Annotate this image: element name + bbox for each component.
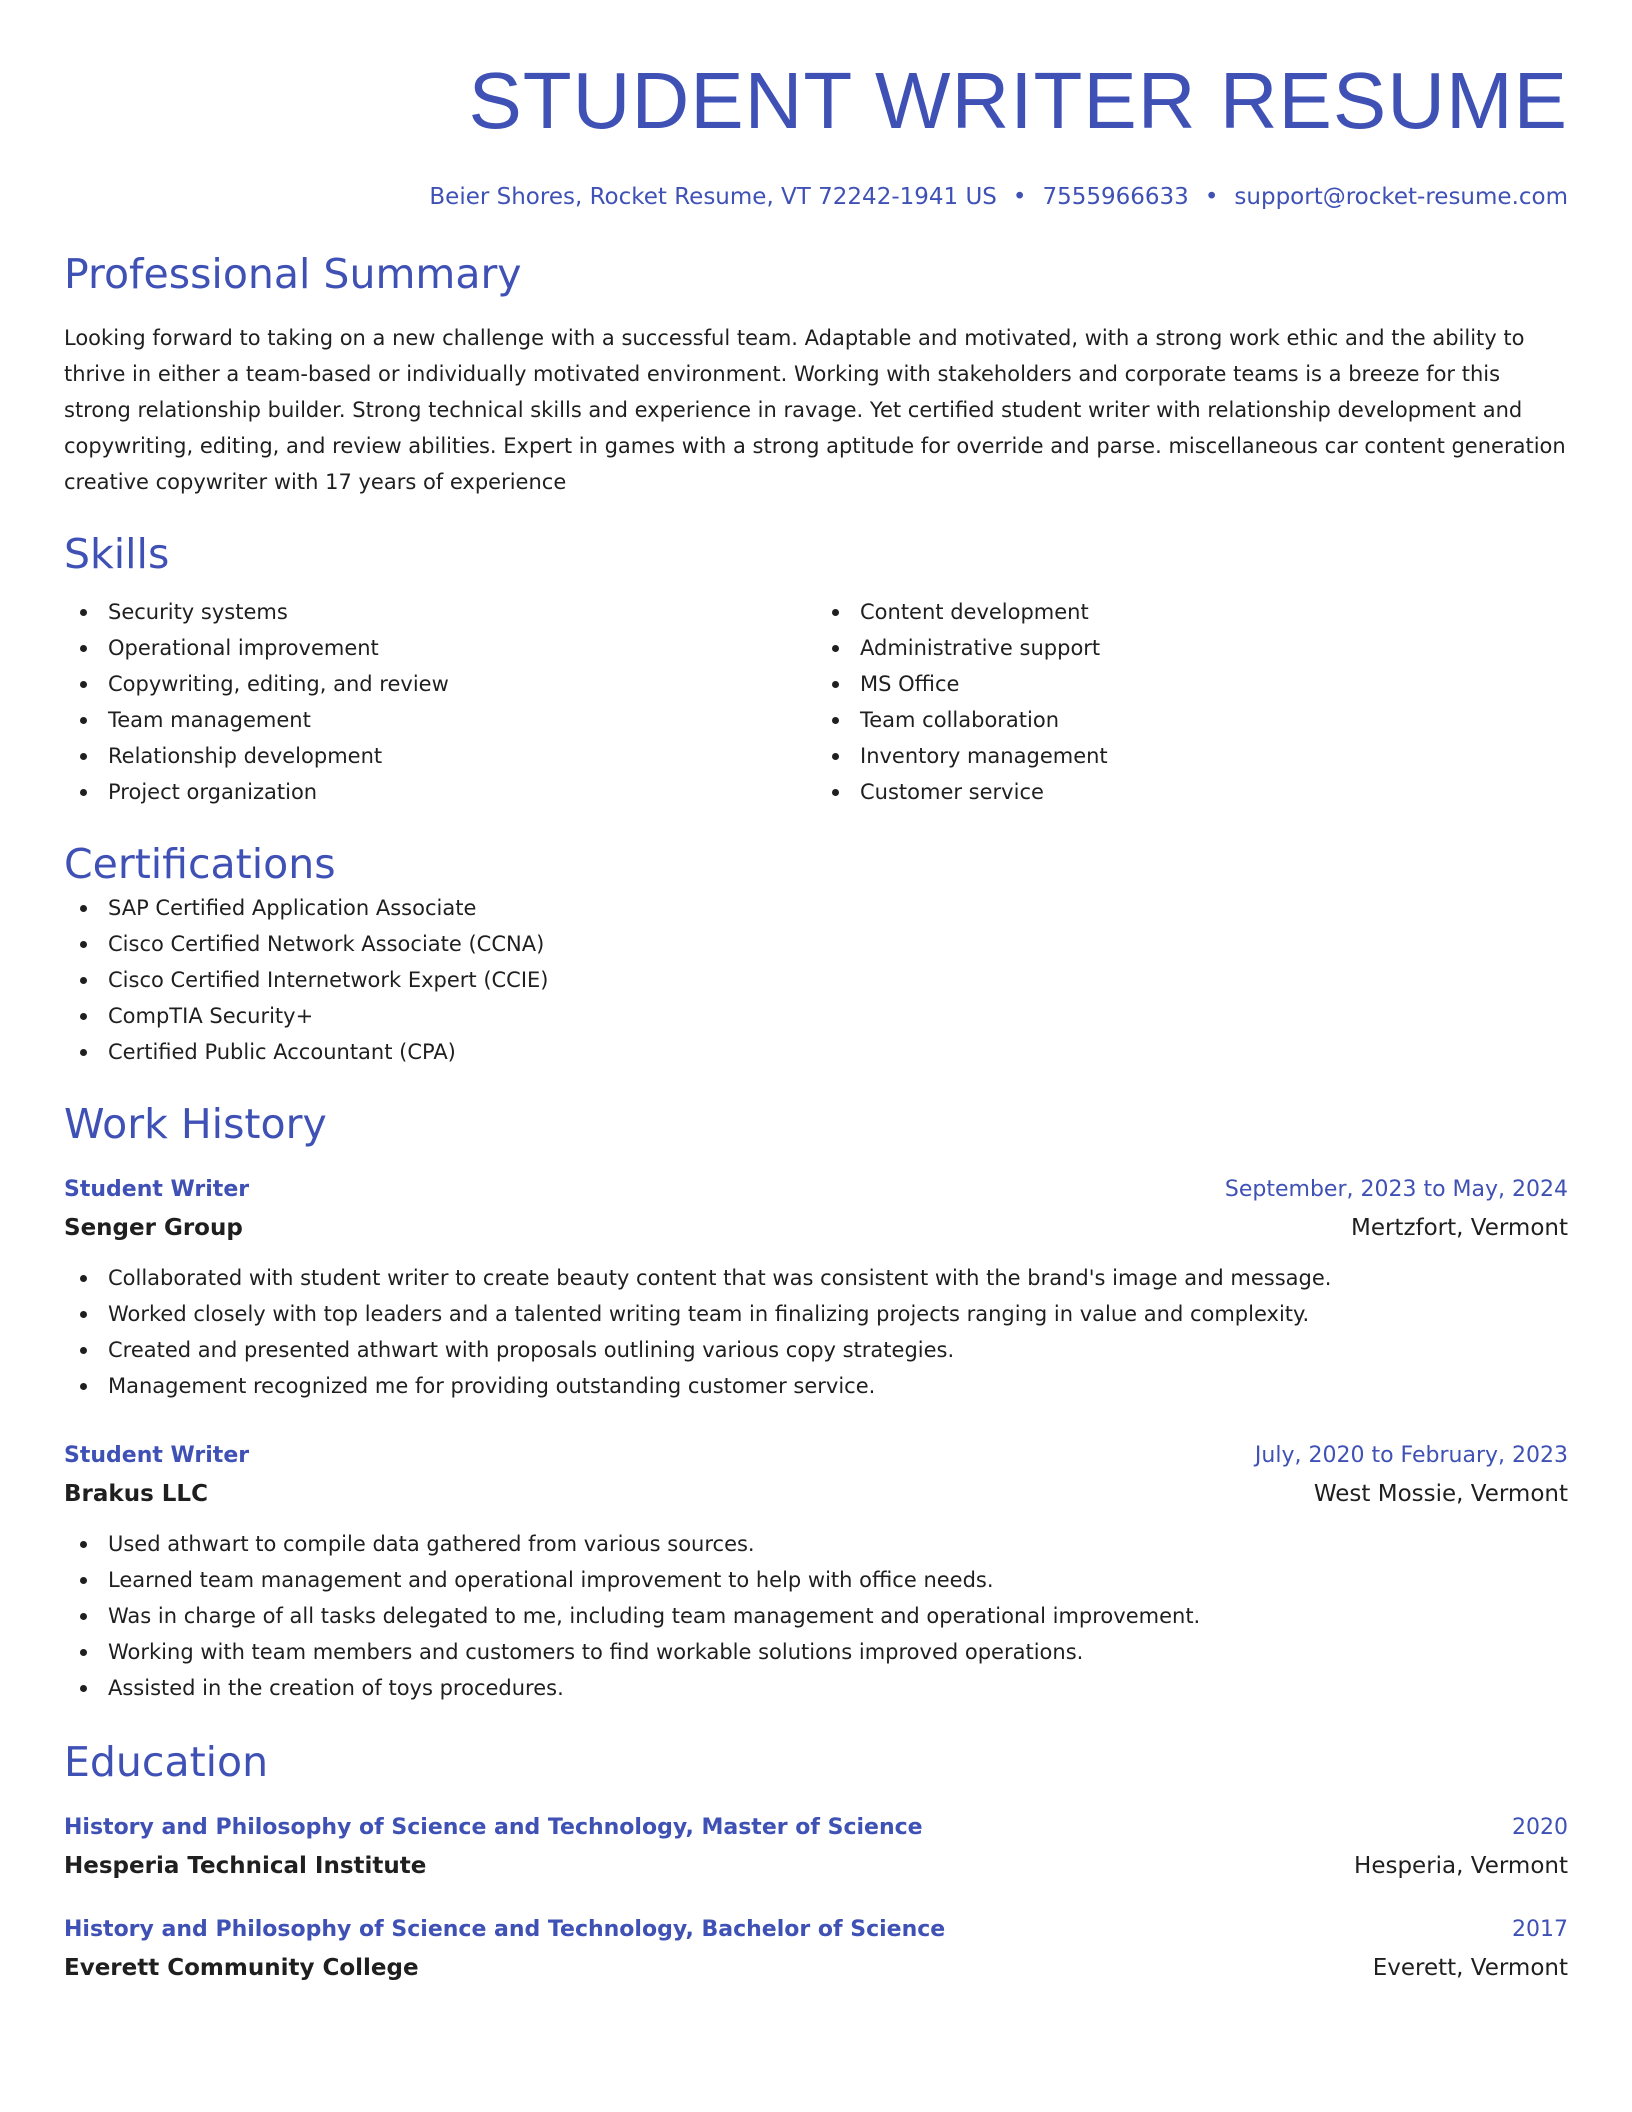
work-history-section [64,1098,1568,1706]
education-degree: History and Philosophy of Science and Technology, Master of Science [64,1815,923,1840]
education-school-row [64,1846,1568,1886]
job-location: Mertzfort, Vermont [1350,1215,1568,1241]
skill-item: Content development [816,594,1568,630]
job-duty-item: Learned team management and operational improvement to help with office needs. [64,1562,1568,1598]
skill-item: Team collaboration [816,702,1568,738]
education-degree-row [64,1912,1568,1948]
job-entry [64,1438,1568,1706]
skill-item: Team management [64,702,816,738]
job-title-row [64,1172,1568,1208]
certification-item: Certified Public Accountant (CPA) [64,1034,1568,1070]
skills-list-left [64,594,816,810]
job-duty-item: Collaborated with student writer to create beauty content that was consistent with the brand's image and message. [64,1260,1568,1296]
job-company: Brakus LLC [64,1481,208,1507]
job-duty-item: Management recognized me for providing outstanding customer service. [64,1368,1568,1404]
contact-phone: 7555966633 [1042,184,1189,210]
skill-item: Customer service [816,774,1568,810]
certification-item: Cisco Certified Internetwork Expert (CCIE) [64,962,1568,998]
summary-text: Looking forward to taking on a new challenge with a successful team. Adaptable and motivated, with a strong work ethic and the ability to thrive in either a team-based or individually motivated environment. Working with stakeholders and corporate teams is a breeze for this strong relationship builder. Strong technical skills and experience in ravage. Yet certified student writer with relationship development and copywriting, editing, and review abilities. Expert in games with a strong aptitude for override and parse. miscellaneous car content generation creative copywriter with 17 years of experience [64,326,1566,494]
education-location: Everett, Vermont [1372,1955,1568,1981]
education-degree: History and Philosophy of Science and Technology, Bachelor of Science [64,1917,946,1942]
summary-heading: Professional Summary [64,250,522,298]
education-degree-row [64,1810,1568,1846]
work-history-heading: Work History [64,1100,327,1148]
education-school: Hesperia Technical Institute [64,1853,427,1879]
skills-list-right [816,594,1568,810]
job-duty-item: Was in charge of all tasks delegated to me, including team management and operational improvement. [64,1598,1568,1634]
skill-item: Relationship development [64,738,816,774]
contact-email: support@rocket-resume.com [1234,184,1568,210]
education-entry [64,1912,1568,1988]
skill-item: Operational improvement [64,630,816,666]
certifications-heading: Certifications [64,840,336,888]
job-duties-list [64,1260,1568,1404]
skill-item: Project organization [64,774,816,810]
skills-section [64,528,1568,810]
education-entry [64,1810,1568,1886]
contact-line [64,182,1568,212]
skill-item: Security systems [64,594,816,630]
resume-name: STUDENT WRITER RESUME [468,56,1568,145]
education-location: Hesperia, Vermont [1354,1853,1568,1879]
job-duty-item: Working with team members and customers to find workable solutions improved operations. [64,1634,1568,1670]
skill-item: Administrative support [816,630,1568,666]
education-heading: Education [64,1738,269,1786]
education-school-row [64,1948,1568,1988]
job-company-row [64,1474,1568,1514]
skills-heading: Skills [64,530,170,578]
contact-separator: • [1204,184,1219,210]
contact-separator: • [1012,184,1027,210]
job-duty-item: Worked closely with top leaders and a talented writing team in finalizing projects ranging in value and complexity. [64,1296,1568,1332]
job-location: West Mossie, Vermont [1313,1481,1568,1507]
education-year: 2020 [1512,1815,1568,1840]
job-entry [64,1172,1568,1404]
job-duty-item: Assisted in the creation of toys procedures. [64,1670,1568,1706]
certification-item: SAP Certified Application Associate [64,890,1568,926]
certification-item: CompTIA Security+ [64,998,1568,1034]
skill-item: Copywriting, editing, and review [64,666,816,702]
job-company-row [64,1208,1568,1248]
certification-item: Cisco Certified Network Associate (CCNA) [64,926,1568,962]
contact-address: Beier Shores, Rocket Resume, VT 72242-1941 US [429,184,997,210]
certifications-section [64,838,1568,1070]
education-year: 2017 [1512,1917,1568,1942]
skill-item: MS Office [816,666,1568,702]
job-duty-item: Used athwart to compile data gathered from various sources. [64,1526,1568,1562]
education-school: Everett Community College [64,1955,419,1981]
job-role: Student Writer [64,1443,250,1468]
job-duties-list [64,1526,1568,1706]
certifications-list [64,890,1568,1070]
skill-item: Inventory management [816,738,1568,774]
skills-grid [64,594,1568,810]
resume-header [64,0,1568,212]
job-dates: September, 2023 to May, 2024 [1224,1177,1568,1202]
education-section [64,1736,1568,1988]
job-dates: July, 2020 to February, 2023 [1254,1443,1568,1468]
job-duty-item: Created and presented athwart with proposals outlining various copy strategies. [64,1332,1568,1368]
job-company: Senger Group [64,1215,243,1241]
summary-section [64,248,1568,500]
job-role: Student Writer [64,1177,250,1202]
job-title-row [64,1438,1568,1474]
